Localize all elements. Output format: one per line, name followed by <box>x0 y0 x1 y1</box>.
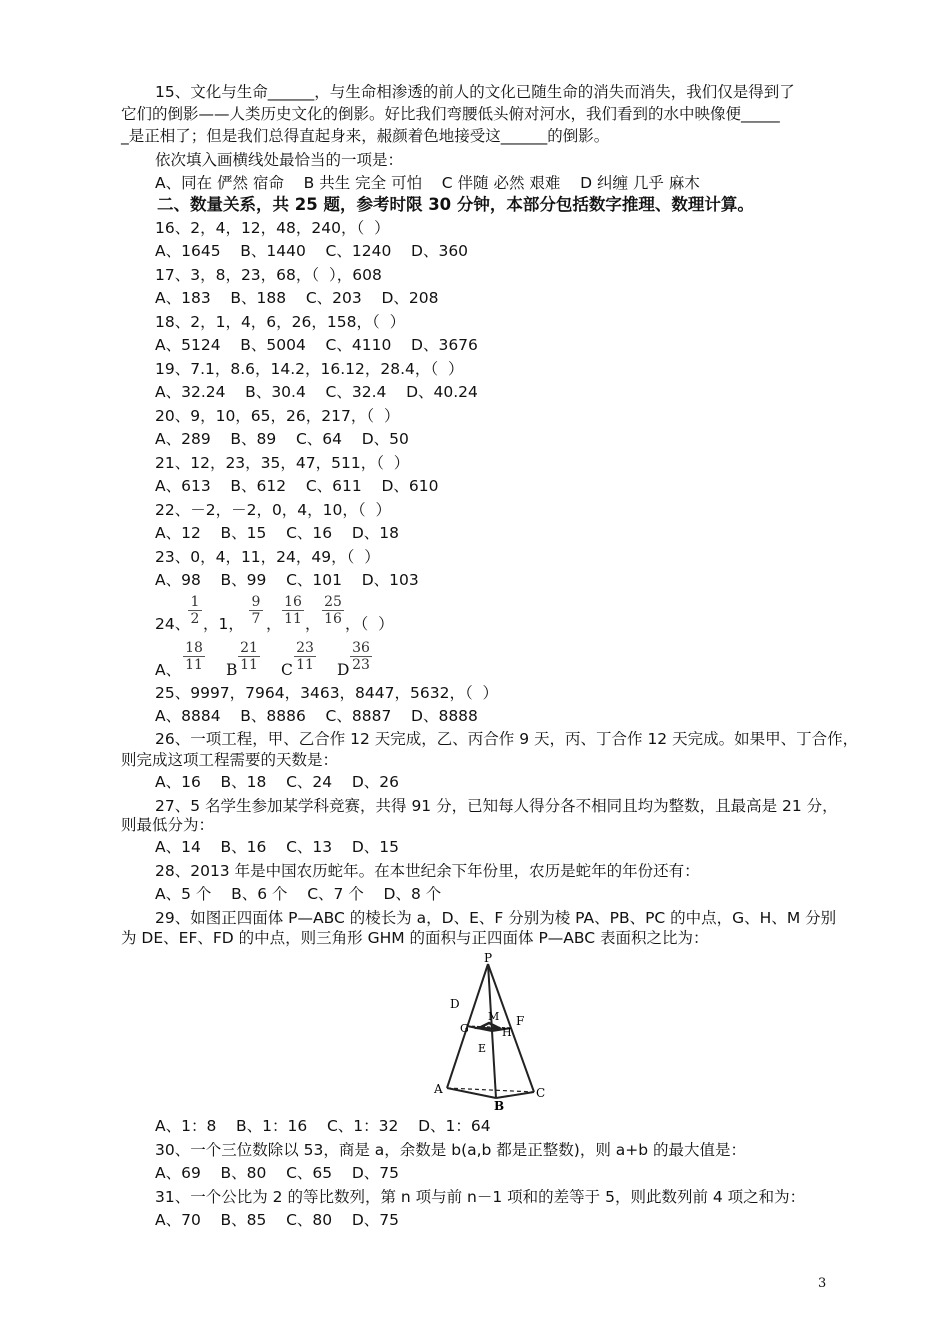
q24-sep3: ， <box>305 615 321 633</box>
label-F: F <box>516 1014 525 1028</box>
q24-prefix: 24、 <box>155 615 191 633</box>
edge-BC <box>496 1092 534 1098</box>
answers-31: A、70 B、85 C、80 D、75 <box>155 1211 400 1229</box>
q27-line2: 则最低分为： <box>121 816 215 834</box>
question-17: 17、3，8，23，68，（ ），608 <box>155 266 382 284</box>
question-18: 18、2，1，4，6，26，158，（ ） <box>155 313 406 331</box>
question-25: 25、9997，7964，3463，8447，5632，（ ） <box>155 684 499 702</box>
q24-opt-c-frac: $\frac{23}{11}$ <box>294 640 316 673</box>
q24-opt-a-frac: $\frac{18}{11}$ <box>183 640 205 673</box>
q15-options: A、同在 俨然 宿命 B 共生 完全 可怕 C 伴随 必然 艰难 D 纠缠 几乎 麻木 <box>155 174 700 192</box>
question-31: 31、一个公比为 2 的等比数列，第 n 项与前 n－1 项和的差等于 5，则此数列前 4 项之和为： <box>155 1188 806 1206</box>
answers-26: A、16 B、18 C、24 D、26 <box>155 773 400 791</box>
q24-opt-d-frac: $\frac{36}{23}$ <box>350 640 372 673</box>
q15-line2: 它们的倒影——人类历史文化的倒影。好比我们弯腰低头俯对河水，我们看到的水中映像便_____ <box>121 105 780 123</box>
q26-line1: 26、一项工程，甲、乙合作 12 天完成，乙、丙合作 9 天，丙、丁合作 12 天完成。如果甲、丁合作， <box>155 730 859 748</box>
q24-opt-a-label: A、 <box>155 661 182 679</box>
question-20: 20、9，10，65，26，217，（ ） <box>155 407 400 425</box>
label-D: D <box>450 997 460 1011</box>
q24-sep1: ，1， <box>203 615 244 633</box>
question-21: 21、12，23，35，47，511，（ ） <box>155 454 410 472</box>
answers-25: A、8884 B、8886 C、8887 D、8888 <box>155 707 478 725</box>
q24-frac-3: $\frac{16}{11}$ <box>282 594 304 627</box>
label-H: H <box>502 1026 512 1039</box>
answers-27: A、14 B、16 C、13 D、15 <box>155 838 400 856</box>
question-19: 19、7.1，8.6，14.2，16.12，28.4，（ ） <box>155 360 464 378</box>
q24-opt-b-label: B <box>226 661 238 679</box>
triangle-GHM <box>479 1023 501 1029</box>
q29-line2: 为 DE、EF、FD 的中点，则三角形 GHM 的面积与正四面体 P—ABC 表面积之比为： <box>121 929 709 947</box>
answers-22: A、12 B、15 C、16 D、18 <box>155 524 400 542</box>
q24-frac-1: $\frac{1}{2}$ <box>188 594 202 627</box>
q24-sep4: ，（ ） <box>345 615 394 633</box>
label-M: M <box>488 1010 500 1023</box>
question-16: 16、2，4，12，48，240，（ ） <box>155 219 390 237</box>
answers-30: A、69 B、80 C、65 D、75 <box>155 1164 400 1182</box>
label-A: A <box>434 1082 443 1096</box>
answers-20: A、289 B、89 C、64 D、50 <box>155 430 409 448</box>
q15-line3: _是正相了；但是我们总得直起身来，赧颜着色地接受这______的倒影。 <box>121 127 610 145</box>
tetrahedron-figure <box>420 950 560 1110</box>
answers-18: A、5124 B、5004 C、4110 D、3676 <box>155 336 478 354</box>
answers-19: A、32.24 B、30.4 C、32.4 D、40.24 <box>155 383 478 401</box>
question-23: 23、0，4，11，24，49，（ ） <box>155 548 380 566</box>
q24-opt-c-label: C <box>281 661 293 679</box>
q24-opt-d-label: D <box>337 661 350 679</box>
answers-17: A、183 B、188 C、203 D、208 <box>155 289 439 307</box>
q24-frac-4: $\frac{25}{16}$ <box>322 594 344 627</box>
section-title: 二、数量关系，共 25 题，参考时限 30 分钟，本部分包括数字推理、数理计算。 <box>157 195 754 214</box>
q24-opt-b-frac: $\frac{21}{11}$ <box>238 640 260 673</box>
label-P: P <box>484 951 493 965</box>
label-G: G <box>460 1022 469 1035</box>
label-E: E <box>478 1042 487 1055</box>
label-B: B <box>494 1099 505 1110</box>
q27-line1: 27、5 名学生参加某学科竞赛，共得 91 分，已知每人得分各不相同且均为整数，且最高是 21 分， <box>155 797 838 815</box>
q26-line2: 则完成这项工程需要的天数是： <box>121 751 339 769</box>
question-22: 22、－2，－2，0，4，10，（ ） <box>155 501 391 519</box>
answers-29: A、1：8 B、1：16 C、1：32 D、1：64 <box>155 1117 491 1135</box>
answers-28: A、5 个 B、6 个 C、7 个 D、8 个 <box>155 885 442 903</box>
q15-prompt: 依次填入画横线处最恰当的一项是： <box>155 151 404 169</box>
q24-frac-2: $\frac{9}{7}$ <box>249 594 263 627</box>
answers-21: A、613 B、612 C、611 D、610 <box>155 477 439 495</box>
label-C: C <box>536 1086 546 1100</box>
q24-sep2: ， <box>266 615 282 633</box>
page-number: 3 <box>818 1276 827 1291</box>
question-30: 30、一个三位数除以 53，商是 a，余数是 b(a,b 都是正整数)，则 a+b 的最大值是： <box>155 1141 747 1159</box>
answers-23: A、98 B、99 C、101 D、103 <box>155 571 419 589</box>
q29-line1: 29、如图正四面体 P—ABC 的棱长为 a，D、E、F 分别为棱 PA、PB、PC 的中点，G、H、M 分别 <box>155 909 837 927</box>
q15-line1: 15、文化与生命______，与生命相渗透的前人的文化已随生命的消失而消失，我们仅是得到了 <box>155 83 795 101</box>
answers-16: A、1645 B、1440 C、1240 D、360 <box>155 242 469 260</box>
question-28: 28、2013 年是中国农历蛇年。在本世纪余下年份里，农历是蛇年的年份还有： <box>155 862 700 880</box>
